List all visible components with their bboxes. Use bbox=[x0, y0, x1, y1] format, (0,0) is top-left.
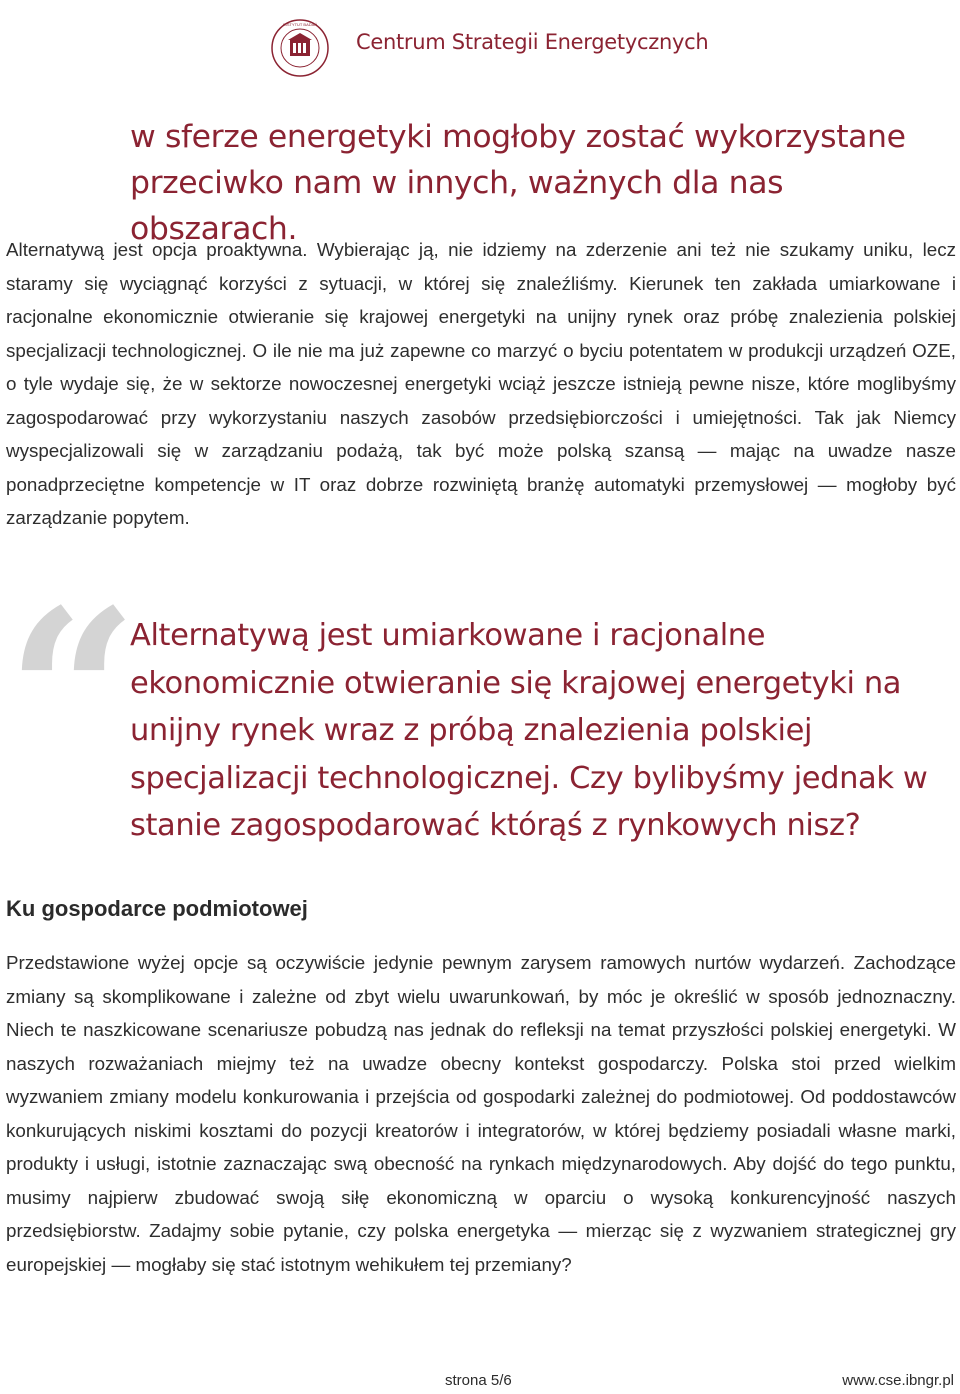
section-heading: Ku gospodarce podmiotowej bbox=[6, 896, 308, 921]
page-number: strona 5/6 bbox=[445, 1372, 512, 1389]
page-header bbox=[270, 18, 960, 78]
institute-seal-logo bbox=[270, 18, 330, 78]
footer-url-link[interactable]: www.cse.ibngr.pl bbox=[842, 1372, 954, 1389]
quote-mark-icon: “ bbox=[6, 560, 139, 830]
body-paragraph: Przedstawione wyżej opcje są oczywiście jedynie pewnym zarysem ramowych nurtów wydarzeń. Zachodzące zmiany są skomplikowane i zależne od zbyt wielu uwarunkowań, by móc je określić w sposób jednoznaczny. Niech te naszkicowane scenariusze pobudzą nas jednak do refleksji na temat przyszłości polskiej energetyki. W naszych rozważaniach miejmy też na uwadze obecny kontekst gospodarczy. Polska stoi przed wielkim wyzwaniem zmiany modelu konkurowania i przejścia od gospodarki zależnej do podmiotowej. Od poddostawców konkurujących niskimi kosztami do pozycji kreatorów i integratorów, w której będziemy posiadali własne marki, produkty i usługi, istotnie zaznaczając swą obecność na rynkach międzynarodowych. Aby dojść do tego punktu, musimy najpierw zbudować swoją siłę ekonomiczną w oparciu o wysoką konkurencyjność naszych przedsiębiorstw. Zadajmy sobie pytanie, czy polska energetyka — mierząc się z wyzwaniem strategicznej gry europejskiej — mogłaby się stać istotnym wehikułem tej przemiany? bbox=[6, 952, 956, 1275]
pull-quote: Alternatywą jest umiarkowane i racjonalne ekonomicznie otwieranie się krajowej energetyki na unijny rynek wraz z próbą znalezienia polskiej specjalizacji technologicznej. Czy bylibyśmy jednak w stanie zagospodarować którąś z rynkowych nisz? bbox=[130, 618, 928, 843]
brand-name: Centrum Strategii Energetycznych bbox=[356, 30, 709, 54]
body-paragraph: Alternatywą jest opcja proaktywna. Wybierając ją, nie idziemy na zderzenie ani też nie szukamy uniku, lecz staramy się wyciągnąć korzyści z sytuacji, w której się znaleźliśmy. Kierunek ten zakłada umiarkowane i racjonalne ekonomicznie otwieranie się krajowej energetyki na unijny rynek oraz próbę znalezienia polskiej specjalizacji technologicznej. O ile nie ma już zapewne co marzyć o byciu potentatem w produkcji urządzeń OZE, o tyle wydaje się, że w sektorze nowoczesnej energetyki wciąż jeszcze istnieją pewne nisze, które moglibyśmy zagospodarować przy wykorzystaniu naszych zasobów przedsiębiorczości i umiejętności. Tak jak Niemcy wyspecjalizowali się w zarządzaniu podażą, tak być może polską szansą — mając na uwadze nasze ponadprzeciętne kompetencje w IT oraz dobrze rozwiniętą branżę automatyki przemysłowej — mogłoby być zarządzanie popytem. bbox=[6, 239, 956, 528]
lead-text: w sferze energetyki mogłoby zostać wykorzystane przeciwko nam w innych, ważnych dla nas obszarach. bbox=[130, 119, 906, 247]
svg-text:INSTYTUT BADAŃ: INSTYTUT BADAŃ bbox=[282, 22, 318, 27]
